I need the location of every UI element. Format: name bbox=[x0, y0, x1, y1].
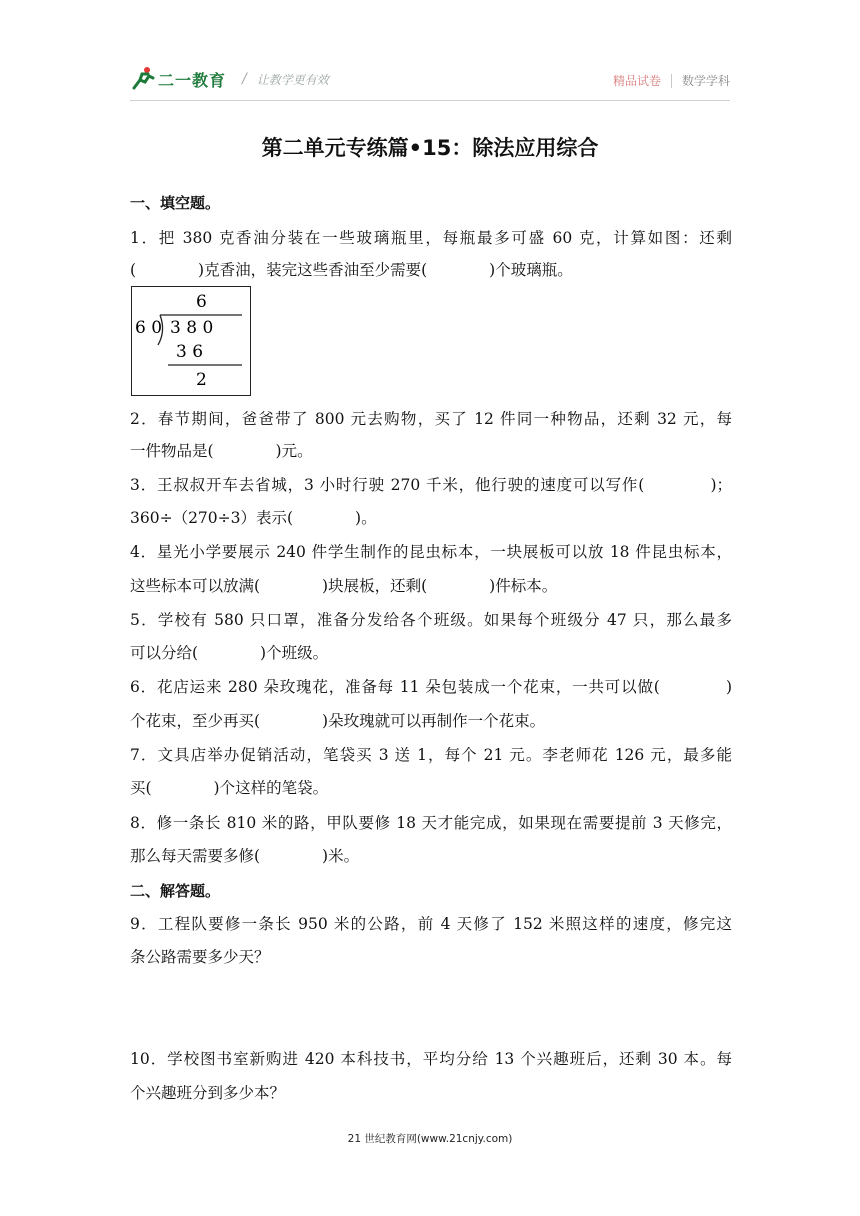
division-remainder: 2 bbox=[196, 370, 207, 390]
brand-slogan: 让教学更有效 bbox=[256, 72, 329, 87]
long-division-figure bbox=[131, 286, 251, 396]
question-1-line-1: 1．把 380 克香油分装在一些玻璃瓶里，每瓶最多可盛 60 克，计算如图：还剩 bbox=[130, 229, 732, 247]
question-3-line-2: 360÷（270÷3）表示( )。 bbox=[130, 509, 377, 527]
header-tag-quality: 精品试卷 bbox=[612, 74, 661, 88]
question-9-line-1: 9．工程队要修一条长 950 米的公路，前 4 天修了 152 米照这样的速度，修完这 bbox=[130, 915, 732, 933]
question-10-line-1: 10．学校图书室新购进 420 本科技书，平均分给 13 个兴趣班后，还剩 30 本。每 bbox=[130, 1050, 732, 1068]
runner-logo-icon bbox=[130, 66, 156, 92]
question-10-line-2: 个兴趣班分到多少本？ bbox=[130, 1084, 286, 1102]
division-dividend: 3 8 0 bbox=[170, 318, 214, 338]
section-fill-blank: 一、填空题。 bbox=[130, 194, 221, 212]
question-6-line-1: 6．花店运来 280 朵玫瑰花，准备每 11 朵包装成一个花束，一共可以做( ) bbox=[130, 678, 732, 696]
page-header bbox=[130, 64, 730, 100]
question-1-line-2: ( )克香油，装完这些香油至少需要( )个玻璃瓶。 bbox=[130, 261, 573, 279]
page-title: 第二单元专练篇•15：除法应用综合 bbox=[261, 136, 599, 160]
question-6-line-2: 个花束，至少再买( )朵玫瑰就可以再制作一个花束。 bbox=[130, 712, 546, 730]
question-2-line-2: 一件物品是( )元。 bbox=[130, 442, 313, 460]
question-8-line-1: 8．修一条长 810 米的路，甲队要修 18 天才能完成，如果现在需要提前 3 天修完， bbox=[130, 814, 732, 832]
question-9-line-2: 条公路需要多少天？ bbox=[130, 948, 270, 966]
division-divisor: 6 0 bbox=[135, 318, 163, 338]
logo bbox=[130, 66, 329, 92]
header-tags bbox=[613, 72, 730, 89]
section-solve: 二、解答题。 bbox=[130, 882, 221, 900]
header-separator bbox=[671, 74, 672, 88]
question-5-line-1: 5．学校有 580 只口罩，准备分发给各个班级。如果每个班级分 47 只，那么最多 bbox=[130, 611, 732, 629]
question-4-line-1: 4．星光小学要展示 240 件学生制作的昆虫标本，一块展板可以放 18 件昆虫标本， bbox=[130, 543, 732, 561]
question-8-line-2: 那么每天需要多修( )米。 bbox=[130, 847, 360, 865]
question-2-line-1: 2．春节期间，爸爸带了 800 元去购物，买了 12 件同一种物品，还剩 32 元，每 bbox=[130, 410, 732, 428]
header-slash: / bbox=[242, 71, 247, 87]
division-quotient: 6 bbox=[196, 292, 207, 312]
question-3-line-1: 3．王叔叔开车去省城，3 小时行驶 270 千米，他行驶的速度可以写作( )； bbox=[130, 476, 732, 494]
question-7-line-1: 7．文具店举办促销活动，笔袋买 3 送 1，每个 21 元。李老师花 126 元，最多能 bbox=[130, 746, 732, 764]
header-divider bbox=[130, 100, 730, 101]
question-5-line-2: 可以分给( )个班级。 bbox=[130, 644, 329, 662]
page-footer: 21 世纪教育网(www.21cnjy.com) bbox=[347, 1133, 513, 1145]
question-7-line-2: 买( )个这样的笔袋。 bbox=[130, 779, 329, 797]
header-tag-subject: 数学学科 bbox=[681, 74, 730, 88]
question-4-line-2: 这些标本可以放满( )块展板，还剩( )件标本。 bbox=[130, 577, 558, 595]
brand-name: 二一教育 bbox=[158, 70, 227, 90]
division-product: 3 6 bbox=[176, 342, 204, 362]
